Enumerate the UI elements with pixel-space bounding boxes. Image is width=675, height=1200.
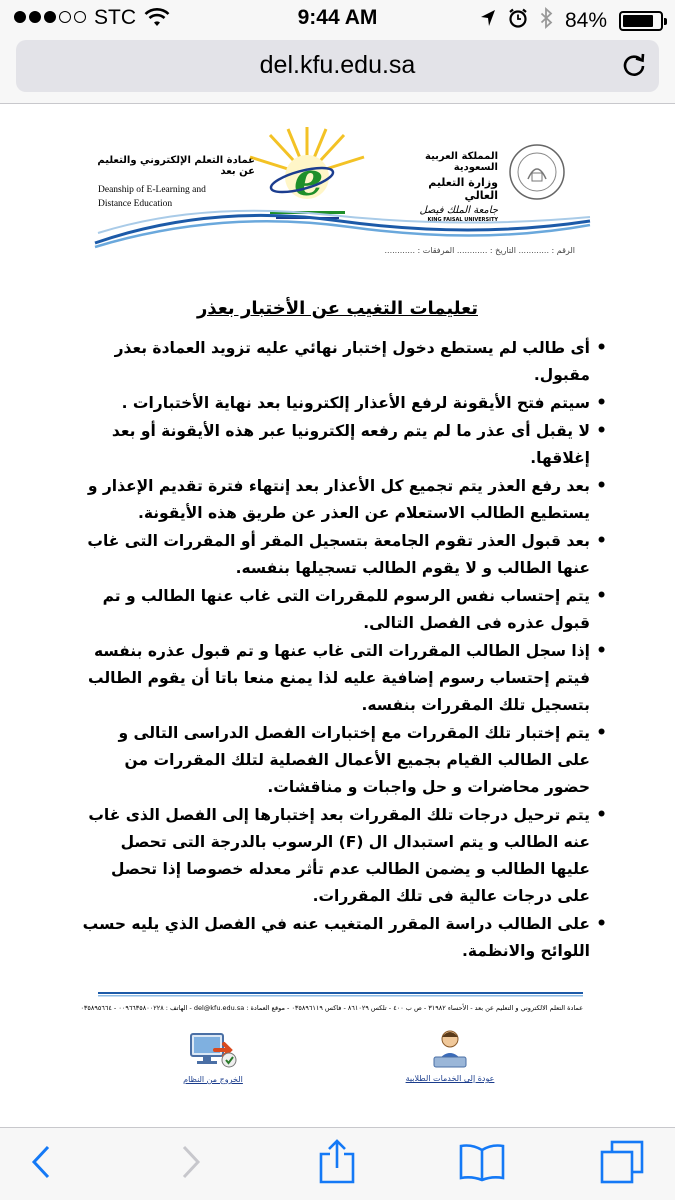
list-item: • يتم إحتساب نفس الرسوم للمقررات التى غاب عنها الطالب و تم قبول عذره فى الفصل التالى. (82, 583, 607, 637)
status-bar (0, 0, 675, 38)
back-icon[interactable] (30, 1144, 52, 1184)
student-services-link[interactable] (400, 1027, 500, 1083)
logout-label[interactable]: الخروج من النظام (183, 1075, 243, 1084)
list-item: • لا يقبل أى عذر ما لم يتم رفعه إلكترونيا عبر هذه الأيقونة أو بعد إغلاقها. (82, 418, 607, 472)
footer-divider (98, 992, 583, 997)
student-services-label[interactable]: عودة إلى الخدمات الطلابية (405, 1074, 495, 1083)
reload-icon[interactable] (621, 52, 647, 82)
battery-icon (619, 11, 663, 31)
logout-link[interactable] (168, 1030, 258, 1084)
kingdom-name: المملكة العربية السعودية (425, 151, 498, 173)
svg-text:e: e (294, 152, 324, 206)
university-name-english: KING FAISAL UNIVERSITY (427, 217, 498, 223)
footer-contact-info: عمادة التعلم الالكتروني و التعليم عن بعد - الأحساء ٣١٩٨٢ - ص ب ٤٠٠ - تلكس ٨٦١٠٢٩ - فاكس ٠٣٥٨٩٦١١٩ - موقع العمادة : del@kfu.edu.sa - الهاتف : ٠٠٩٦٦٣٥٨٠٠٢٢٨ - ٠٣٥٨٩٥٦٦٤ (80, 1004, 583, 1012)
forward-icon[interactable] (180, 1144, 202, 1184)
deanship-english-line1: Deanship of E-Learning and (98, 185, 206, 195)
battery-percentage: 84% (564, 9, 607, 32)
list-item: • سيتم فتح الأيقونة لرفع الأعذار إلكترونيا بعد نهاية الأختبارات . (82, 390, 607, 417)
web-page (0, 105, 675, 1127)
list-item: • على الطالب دراسة المقرر المتغيب عنه في الفصل الذي يليه حسب اللوائح والانظمة. (82, 911, 607, 965)
status-time: 9:44 AM (297, 6, 378, 29)
deanship-english-line2: Distance Education (98, 199, 173, 209)
location-arrow-icon (480, 9, 496, 33)
alarm-clock-icon (508, 8, 528, 34)
list-item: • يتم ترحيل درجات تلك المقررات بعد إختبارها إلى الفصل الذى غاب عنه الطالب و يتم استبدال ال (F) الرسوب بالدرجة التى تحصل عليها الطالب و يضمن الطالب عدم تأثر معدله خصوصا إذا تحصل على درجات عالية فى تلك المقررات. (82, 802, 607, 910)
reference-fields: الرقم : ............ التاريخ : ............ المرفقات : ............ (384, 246, 575, 255)
university-seal-icon (508, 143, 566, 201)
share-icon[interactable] (318, 1138, 356, 1188)
ministry-name: وزارة التعليم العالي (428, 176, 498, 202)
list-item: • أى طالب لم يستطع دخول إختبار نهائي عليه تزويد العمادة بعذر مقبول. (82, 335, 607, 389)
battery-fill (623, 15, 653, 27)
list-item: • بعد قبول العذر تقوم الجامعة بتسجيل المقر أو المقررات التى غاب عنها الطالب و لا يقوم الطالب تسجيلها بنفسه. (82, 528, 607, 582)
student-services-icon[interactable] (430, 1027, 470, 1069)
safari-address-area (0, 38, 675, 104)
bookmarks-icon[interactable] (458, 1142, 506, 1186)
battery-nub (664, 18, 667, 25)
carrier-name: STC (94, 6, 136, 29)
header-swoosh (90, 203, 590, 248)
address-bar[interactable] (16, 40, 659, 92)
university-name-arabic: جامعة الملك فيصل (419, 205, 498, 216)
list-item: • إذا سجل الطالب المقررات التى غاب عنها و تم قبول عذره بنفسه فيتم إحتساب رسوم إضافية عليه لذا يمنع منعا باتا أن يقوم الطالب بتسجيل تلك المقررات بنفسه. (82, 638, 607, 719)
safari-toolbar (0, 1127, 675, 1200)
instructions-list (82, 335, 607, 966)
url-text[interactable]: del.kfu.edu.sa (259, 51, 416, 79)
logout-icon[interactable] (189, 1030, 237, 1070)
bluetooth-icon (540, 7, 553, 35)
tabs-icon[interactable] (600, 1140, 644, 1188)
list-item: • يتم إختبار تلك المقررات مع إختبارات الفصل الدراسى التالى و على الطالب القيام بجميع الأعمال الفصلية لتلك المقررات من حضور محاضرات و حل واجبات و مناقشات. (82, 720, 607, 801)
letterhead (90, 125, 590, 275)
page-title: تعليمات التغيب عن الأختبار بعذر (197, 298, 478, 319)
deanship-arabic: عمادة التعلم الإلكتروني والتعليم عن بعد (97, 155, 255, 177)
list-item: • بعد رفع العذر يتم تجميع كل الأعذار بعد إنتهاء فترة تقديم الإعذار و يستطيع الطالب الاستعلام عن العذر عن طريق هذه الأيقونة. (82, 473, 607, 527)
